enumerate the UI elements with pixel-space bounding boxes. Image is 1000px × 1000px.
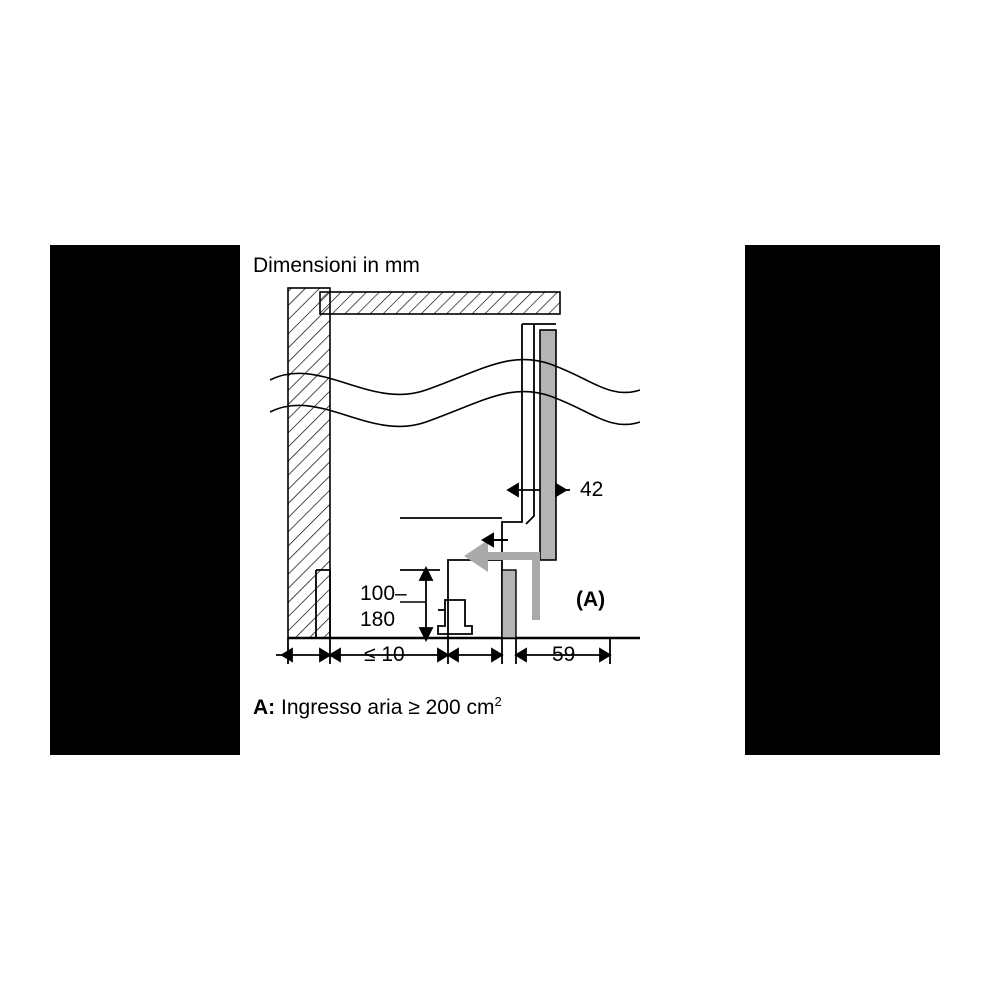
plinth-box [448, 560, 502, 638]
label-42: 42 [580, 478, 604, 501]
left-mask-bar [50, 245, 240, 755]
page-title: Dimensioni in mm [253, 254, 420, 277]
label-gap-max-10: ≤ 10 [364, 643, 405, 666]
diagram-svg [240, 240, 750, 740]
right-mask-bar [745, 245, 940, 755]
plinth-panel [502, 570, 516, 638]
label-height-range-line1: 100– [360, 582, 407, 605]
diagram-caption [253, 695, 502, 720]
caption-text: Ingresso aria ≥ 200 cm [275, 696, 495, 719]
worktop-hatched [320, 292, 560, 314]
dim-42 [508, 484, 570, 496]
label-width-59: 59 [552, 643, 576, 666]
installation-diagram [240, 240, 750, 740]
appliance-foot [438, 600, 472, 634]
wall-hatched [288, 288, 330, 638]
caption-prefix: A: [253, 696, 276, 719]
label-height-range-line2: 180 [360, 608, 396, 631]
label-air-inlet-marker: (A) [576, 588, 606, 611]
caption-exponent: 2 [494, 694, 502, 709]
